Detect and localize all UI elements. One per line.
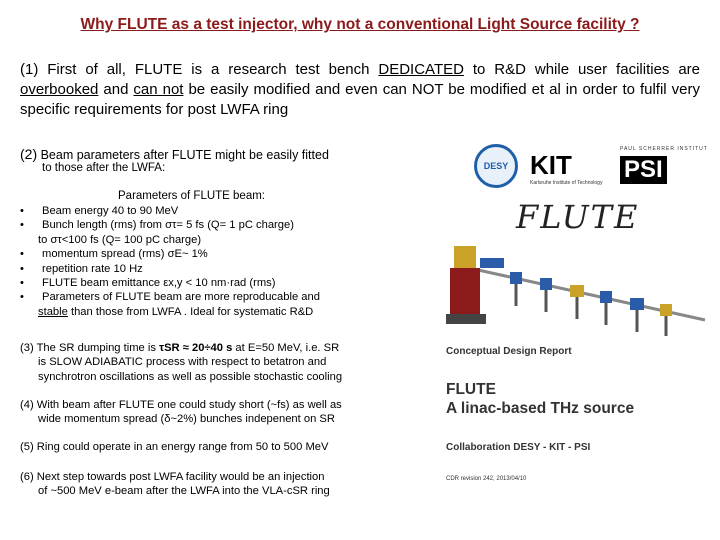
section5-line1: (5) Ring could operate in an energy range from 50 to 500 MeV — [20, 441, 329, 453]
section4 — [20, 398, 370, 427]
section3-text-a: (3) The SR dumping time is — [20, 342, 160, 354]
section4-line1: (4) With beam after FLUTE one could study short (~fs) as well as — [20, 399, 342, 411]
param-stable-rest: than those from LWFA . Ideal for systematic R&D — [67, 305, 314, 318]
psi-logo: PSI — [620, 156, 667, 184]
param-momentum-spread: momentum spread (rms) σE~ 1% — [42, 248, 208, 261]
section3-line1 — [20, 341, 370, 355]
kit-logo-subtitle: Karlsruhe Institute of Technology — [530, 180, 603, 186]
param-stable-word: stable — [38, 305, 68, 318]
params-list — [20, 204, 360, 319]
bullet: • — [20, 248, 24, 261]
list-item — [20, 204, 360, 218]
section6 — [20, 470, 370, 499]
section6-line1: (6) Next step towards post LWFA facility would be an injection — [20, 471, 325, 483]
section3-line2: is SLOW ADIABATIC process with respect to betatron and — [38, 356, 327, 369]
gun-base — [446, 314, 486, 324]
desy-logo — [474, 144, 518, 188]
section5 — [20, 440, 370, 454]
cdr-revision: CDR revision 242, 2013/04/10 — [446, 476, 527, 482]
section2-head-text: Beam parameters after FLUTE might be easily fitted — [37, 148, 329, 162]
bullet: • — [20, 219, 24, 232]
section6-line2: of ~500 MeV e-beam after the LWFA into the VLA-cSR ring — [38, 485, 330, 498]
magnet — [510, 272, 522, 284]
bullet: • — [20, 277, 24, 290]
param-reproducible: Parameters of FLUTE beam are more reproducable and — [42, 291, 320, 304]
lead-text-2: to R&D while user facilities are — [463, 61, 700, 78]
magnet — [540, 278, 552, 290]
cdr-cover-title-line2: A linac-based THz source — [446, 400, 635, 417]
cdr-cover-title-line1: FLUTE — [446, 381, 496, 398]
section3 — [20, 341, 370, 384]
section3-tau: τSR ≈ 20÷40 s — [159, 342, 233, 354]
desy-logo-text: DESY — [483, 161, 509, 171]
cdr-label: Conceptual Design Report — [446, 346, 572, 357]
lead-text-1: (1) First of all, FLUTE is a research test bench — [20, 61, 379, 78]
linac-section — [480, 258, 504, 268]
flute-machine-illustration — [440, 228, 710, 338]
partner-logos — [470, 140, 710, 194]
section2-heading — [20, 146, 329, 162]
bullet: • — [20, 262, 24, 275]
list-item-continuation — [20, 305, 360, 319]
param-rep-rate: repetition rate 10 Hz — [42, 262, 143, 275]
list-item — [20, 276, 360, 290]
param-emittance: FLUTE beam emittance εx,y < 10 nm·rad (rms) — [42, 277, 276, 290]
magnet — [660, 304, 672, 316]
list-item — [20, 247, 360, 261]
psi-logo-subtitle: PAUL SCHERRER INSTITUT — [620, 146, 708, 152]
list-item — [20, 218, 360, 232]
list-item — [20, 290, 360, 304]
kit-logo: KIT — [530, 150, 572, 180]
cdr-cover-title — [446, 380, 634, 418]
section2-number: (2) — [20, 146, 38, 162]
gun-tank — [450, 268, 480, 320]
lead-text-4: be easily modified and even can NOT be modified et al in order to fulfil very specific requirements for post LWFA ring — [20, 81, 700, 118]
bullet: • — [20, 291, 24, 304]
lead-dedicated: DEDICATED — [378, 61, 464, 78]
section3-text-c: at E=50 MeV, i.e. SR — [232, 342, 340, 354]
section4-line2: wide momentum spread (δ~2%) bunches indepenent on SR — [38, 413, 335, 426]
list-item-continuation — [20, 233, 360, 247]
lead-text-3: and — [98, 81, 134, 98]
section3-line3: synchrotron oscillations as well as possible stochastic cooling — [38, 370, 343, 383]
params-title: Parameters of FLUTE beam: — [118, 190, 265, 202]
lead-overbooked: overbooked — [20, 81, 99, 98]
flute-logo: FLUTE — [516, 198, 640, 236]
magnet — [630, 298, 644, 310]
lead-paragraph — [20, 60, 700, 120]
param-energy: Beam energy 40 to 90 MeV — [42, 205, 179, 217]
magnet — [570, 285, 584, 297]
param-bunch-length: Bunch length (rms) from στ= 5 fs (Q= 1 pC charge) — [42, 219, 294, 232]
param-bunch-length-cont: to στ<100 fs (Q= 100 pC charge) — [38, 233, 202, 246]
slide-title: Why FLUTE as a test injector, why not a conventional Light Source facility ? — [80, 16, 640, 33]
collaboration-label: Collaboration DESY - KIT - PSI — [446, 442, 591, 453]
magnet — [600, 291, 612, 303]
list-item — [20, 262, 360, 276]
lead-cannot: can not — [133, 81, 184, 98]
bullet: • — [20, 205, 24, 217]
klystron — [454, 246, 476, 268]
section2-subheading: to those after the LWFA: — [42, 162, 166, 174]
